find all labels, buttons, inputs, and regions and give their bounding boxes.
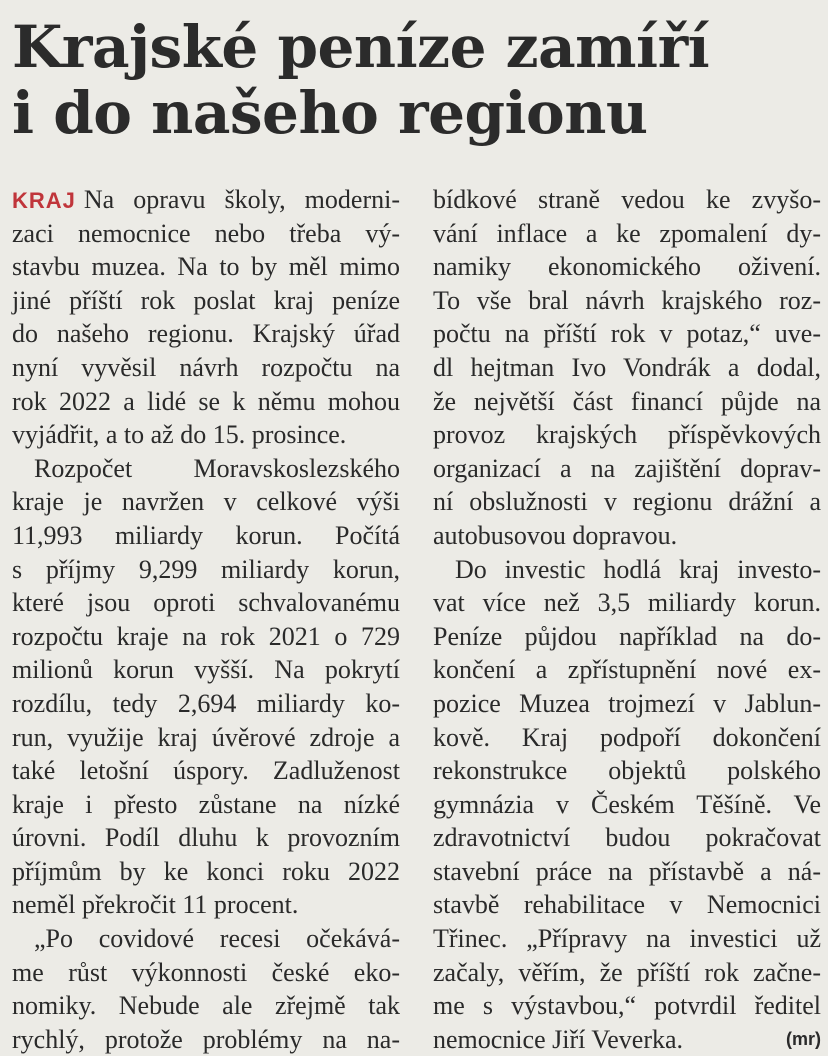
text-line: Do investic hodlá kraj investo-	[455, 554, 821, 584]
text-line: neměl překročit 11 procent.	[12, 890, 299, 920]
text-line: stavbě rehabilitace v Nemocnici	[433, 890, 821, 920]
text-line: dl hejtman Ivo Vondrák a dodal,	[433, 352, 821, 382]
text-line: kraje i přesto zůstane na nízké	[12, 789, 400, 819]
text-line: zaci nemocnice nebo třeba vý-	[12, 218, 400, 248]
text-line: pozice Muzea trojmezí v Jablun-	[433, 688, 821, 718]
text-line: kově. Kraj podpoří dokončení	[433, 722, 821, 752]
text-line: To vše bral návrh krajského roz-	[433, 285, 821, 315]
text-line: rozpočtu kraje na rok 2021 o 729	[12, 621, 400, 651]
text-line	[12, 183, 400, 217]
text-line: run, využije kraj úvěrové zdroje a	[12, 722, 400, 752]
text-line: vat více než 3,5 miliardy korun.	[433, 588, 821, 618]
text-line-last	[433, 1023, 821, 1056]
text-line: organizací a na zajištění doprav-	[433, 453, 821, 483]
text-line: me růst výkonnosti české eko-	[12, 957, 400, 987]
text-line: ní obslužnosti v regionu drážní a	[433, 487, 821, 517]
text-line: vyjádřit, a to až do 15. prosince.	[12, 420, 347, 450]
text-line: rozdílu, tedy 2,694 miliardy ko-	[12, 688, 400, 718]
text-line: také letošní úspory. Zadluženost	[12, 756, 400, 786]
author-signature: (mr)	[786, 1028, 821, 1049]
text-line: které jsou oproti schvalovanému	[12, 588, 400, 618]
article-column-right	[433, 183, 821, 1056]
article-headline	[12, 14, 812, 146]
text-line: Peníze půjdou například na do-	[433, 621, 821, 651]
text-line: že největší část financí půjde na	[433, 386, 821, 416]
text-line: Rozpočet Moravskoslezského	[34, 453, 400, 483]
headline-line-2: i do našeho regionu	[12, 79, 648, 147]
text-line: bídkové straně vedou ke zvyšo-	[433, 185, 821, 214]
text-line: „Po covidové recesi očekává-	[34, 924, 400, 954]
text-line: jiné příští rok poslat kraj peníze	[12, 285, 400, 315]
text-line: zdravotnictví budou pokračovat	[433, 823, 821, 853]
text-line: provoz krajských příspěvkových	[433, 420, 821, 450]
text-line: autobusovou dopravou.	[433, 520, 678, 550]
text-line: rychlý, protože problémy na na-	[12, 1024, 400, 1054]
text-line: me s výstavbou,“ potvrdil ředitel	[433, 991, 821, 1021]
text-line: nomiky. Nebude ale zřejmě tak	[12, 991, 400, 1021]
text-line-content: Na opravu školy, moderni-	[83, 185, 400, 214]
text-line: vání inflace a ke zpomalení dy-	[433, 218, 821, 248]
text-line: stavební práce na přístavbě a ná-	[433, 856, 821, 886]
text-line: stavbu muzea. Na to by měl mimo	[12, 252, 400, 282]
section-kicker: KRAJ	[12, 188, 76, 213]
headline-line-1: Krajské peníze zamíří	[12, 13, 710, 81]
text-line: gymnázia v Českém Těšíně. Ve	[433, 789, 821, 819]
text-line: úrovni. Podíl dluhu k provozním	[12, 823, 400, 853]
text-line: rekonstrukce objektů polského	[433, 756, 821, 786]
text-line: rok 2022 a lidé se k němu mohou	[12, 386, 400, 416]
text-line: kraje je navržen v celkové výši	[12, 487, 400, 517]
text-line: končení a zpřístupnění nové ex-	[433, 655, 821, 685]
text-line: počtu na příští rok v potaz,“ uve-	[433, 319, 821, 349]
text-line: namiky ekonomického oživení.	[433, 252, 821, 282]
text-line: nyní vyvěsil návrh rozpočtu na	[12, 352, 400, 382]
text-line: začaly, věřím, že příští rok začne-	[433, 957, 821, 987]
text-line-content: nemocnice Jiří Veverka.	[433, 1024, 684, 1054]
text-line: Třinec. „Přípravy na investici už	[433, 924, 821, 954]
text-line: milionů korun vyšší. Na pokrytí	[12, 655, 400, 685]
text-line: do našeho regionu. Krajský úřad	[12, 319, 400, 349]
text-line: 11,993 miliardy korun. Počítá	[12, 520, 400, 550]
article-column-left	[12, 183, 400, 1056]
text-line: s příjmy 9,299 miliardy korun,	[12, 554, 400, 584]
text-line: příjmům by ke konci roku 2022	[12, 856, 400, 886]
